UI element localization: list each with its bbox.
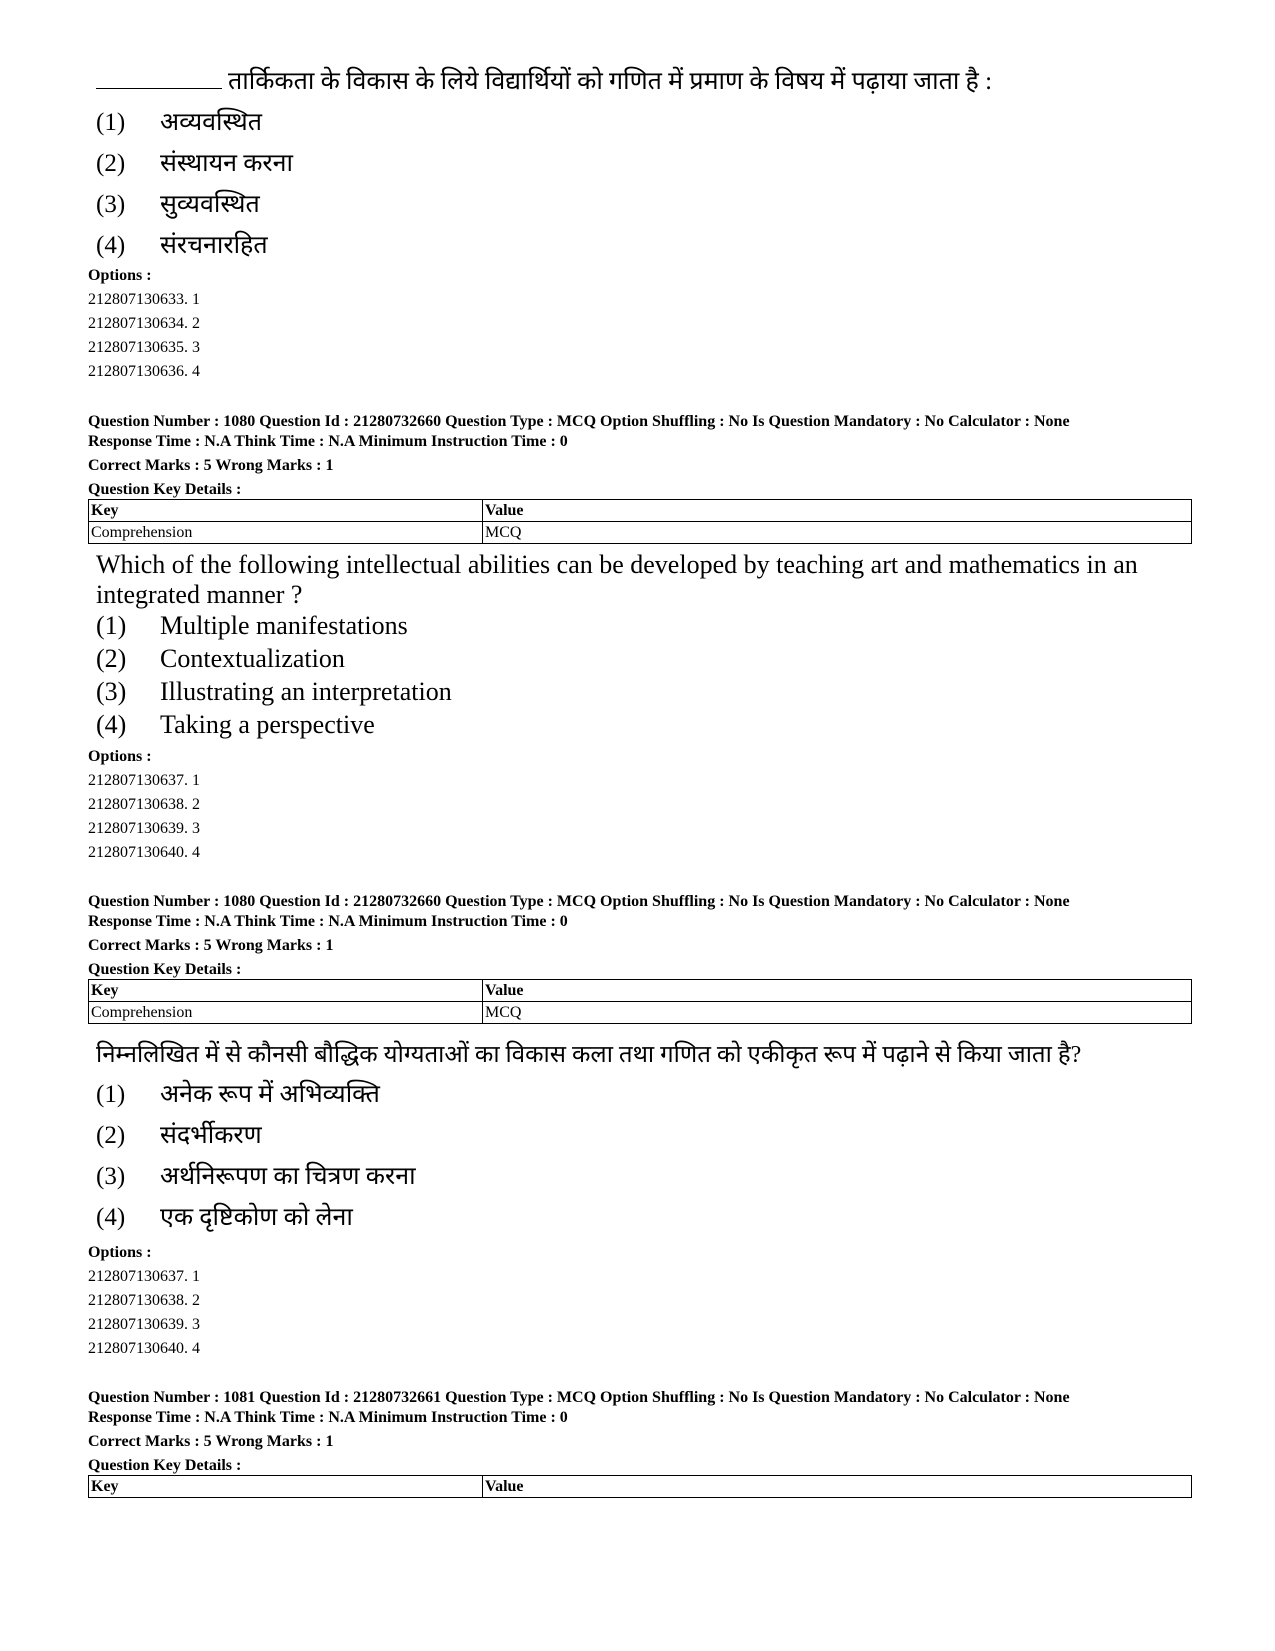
option-item: (4) संरचनारहित	[96, 232, 268, 259]
option-item: (1) Multiple manifestations	[96, 611, 408, 640]
option-list-q1	[96, 104, 293, 268]
option-ids-q2: Options : 212807130637. 1 212807130638. 2 212807130639. 3 212807130640. 4	[88, 745, 200, 865]
question-stem-q2: Which of the following intellectual abilities can be developed by teaching art and mathematics in an integrated manner ?	[96, 550, 1138, 609]
option-item: (2) संस्थायन करना	[96, 150, 293, 177]
option-id: 212807130638. 2	[88, 1292, 200, 1309]
option-ids-q1: Options : 212807130633. 1 212807130634. 2 212807130635. 3 212807130636. 4	[88, 264, 200, 384]
question-key-table-q3: Key Value Comprehension MCQ	[88, 979, 1192, 1024]
option-list-q2	[96, 611, 452, 743]
option-item: (1) अनेक रूप में अभिव्यक्ति	[96, 1081, 380, 1108]
option-item: (4) एक दृष्टिकोण को लेना	[96, 1204, 353, 1231]
option-ids-q3: Options : 212807130637. 1 212807130638. 2 212807130639. 3 212807130640. 4	[88, 1241, 200, 1361]
option-item: (3) अर्थनिरूपण का चित्रण करना	[96, 1163, 416, 1190]
option-id: 212807130636. 4	[88, 363, 200, 380]
question-stem-q1: तार्किकता के विकास के लिये विद्यार्थियों को गणित में प्रमाण के विषय में पढ़ाया जाता है :	[96, 66, 1196, 97]
option-item: (2) Contextualization	[96, 644, 345, 673]
fill-blank-line	[96, 66, 222, 89]
option-item: (2) संदर्भीकरण	[96, 1122, 262, 1149]
option-item: (3) Illustrating an interpretation	[96, 677, 452, 706]
option-id: 212807130639. 3	[88, 1316, 200, 1333]
question-stem-q3: निम्नलिखित में से कौनसी बौद्धिक योग्यताओं का विकास कला तथा गणित को एकीकृत रूप में पढ़ाने से किया जाता है?	[96, 1042, 1082, 1068]
option-item: (3) सुव्यवस्थित	[96, 191, 260, 218]
question-meta-q4: Question Number : 1081 Question Id : 21280732661 Question Type : MCQ Option Shuffling : No Is Question Mandatory : No Calculator : None Response Time : N.A Think Time : N.A Minimum Instruction Time : 0 Correct Marks : 5 Wrong Marks : 1 Question Key Details :	[88, 1389, 1070, 1474]
option-id: 212807130633. 1	[88, 291, 200, 308]
option-id: 212807130638. 2	[88, 796, 200, 813]
option-id: 212807130640. 4	[88, 1340, 200, 1357]
option-item: (1) अव्यवस्थित	[96, 109, 262, 136]
question-meta-q3: Question Number : 1080 Question Id : 21280732660 Question Type : MCQ Option Shuffling : No Is Question Mandatory : No Calculator : None Response Time : N.A Think Time : N.A Minimum Instruction Time : 0 Correct Marks : 5 Wrong Marks : 1 Question Key Details :	[88, 893, 1070, 978]
option-id: 212807130637. 1	[88, 772, 200, 789]
option-id: 212807130637. 1	[88, 1268, 200, 1285]
question-key-table-q2: Key Value Comprehension MCQ	[88, 499, 1192, 544]
option-id: 212807130639. 3	[88, 820, 200, 837]
option-id: 212807130635. 3	[88, 339, 200, 356]
question-key-table-q4: Key Value	[88, 1475, 1192, 1498]
option-list-q3	[96, 1076, 416, 1240]
option-id: 212807130634. 2	[88, 315, 200, 332]
question-meta-q2: Question Number : 1080 Question Id : 21280732660 Question Type : MCQ Option Shuffling : No Is Question Mandatory : No Calculator : None Response Time : N.A Think Time : N.A Minimum Instruction Time : 0 Correct Marks : 5 Wrong Marks : 1 Question Key Details :	[88, 413, 1070, 498]
option-item: (4) Taking a perspective	[96, 710, 375, 739]
option-id: 212807130640. 4	[88, 844, 200, 861]
